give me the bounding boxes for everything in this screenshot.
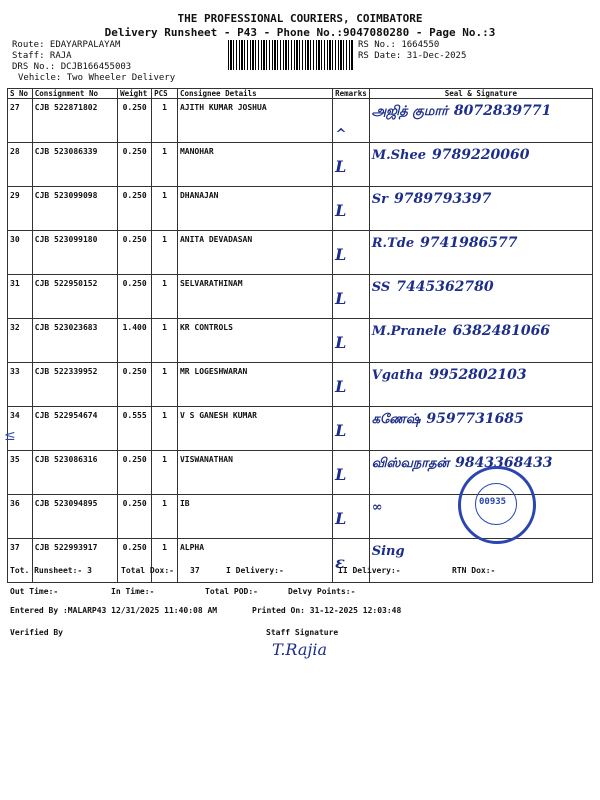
signature-phone: 9952802103 [429, 367, 527, 383]
cell-consignment: CJB 523086339 [32, 143, 117, 187]
signature-phone: 9597731685 [426, 411, 524, 427]
col-consignment: Consignment No [32, 89, 117, 99]
rs-number: RS No.: 1664550 [358, 40, 440, 50]
out-time: Out Time:- [10, 587, 59, 596]
cell-consignment: CJB 523099098 [32, 187, 117, 231]
cell-pcs: 1 [152, 143, 178, 187]
cell-consignee: MR LOGESHWARAN [177, 363, 332, 407]
cell-sno: 32 [8, 319, 33, 363]
remark-mark: L [335, 201, 347, 220]
cell-sno: 31 [8, 275, 33, 319]
cell-consignee: MANOHAR [177, 143, 332, 187]
cell-pcs: 1 [152, 99, 178, 143]
cell-remarks [333, 99, 370, 143]
signature-handwriting: SS [371, 280, 391, 295]
cell-pcs: 1 [152, 275, 178, 319]
cell-weight: 0.250 [118, 495, 152, 539]
table-row [8, 539, 593, 583]
cell-weight: 0.250 [118, 275, 152, 319]
cell-signature [369, 187, 592, 231]
table-row [8, 187, 593, 231]
cell-remarks [333, 407, 370, 451]
cell-consignment: CJB 523023683 [32, 319, 117, 363]
signature-handwriting: ∞ [371, 500, 383, 515]
signature-handwriting: Sing [371, 544, 405, 559]
staff-signature-label: Staff Signature [266, 628, 339, 637]
cell-weight: 0.250 [118, 451, 152, 495]
cell-remarks [333, 275, 370, 319]
cell-weight: 0.250 [118, 363, 152, 407]
cell-sno: 33 [8, 363, 33, 407]
seal-stamp [458, 466, 536, 544]
printed-on: Printed On: 31-12-2025 12:03:48 [252, 606, 402, 615]
rs-date: RS Date: 31-Dec-2025 [358, 51, 467, 61]
cell-consignment: CJB 523094895 [32, 495, 117, 539]
cell-consignment: CJB 522871802 [32, 99, 117, 143]
cell-pcs: 1 [152, 451, 178, 495]
cell-signature [369, 99, 592, 143]
table-row [8, 275, 593, 319]
cell-weight: 0.250 [118, 143, 152, 187]
cell-remarks [333, 539, 370, 583]
cell-consignee: ALPHA [177, 539, 332, 583]
cell-signature [369, 407, 592, 451]
cell-remarks [333, 451, 370, 495]
delvy-points: Delvy Points:- [288, 587, 356, 596]
cell-remarks [333, 231, 370, 275]
remark-mark: L [335, 333, 347, 352]
remark-mark: ε [335, 553, 345, 572]
signature-handwriting: கணேஷ் [371, 412, 421, 427]
cell-sno: 28 [8, 143, 33, 187]
table-row [8, 407, 593, 451]
cell-pcs: 1 [152, 539, 178, 583]
signature-handwriting: விஸ்வநாதன் [371, 456, 450, 471]
in-time: In Time:- [111, 587, 155, 596]
cell-sno: 34 [8, 407, 33, 451]
company-name: THE PROFESSIONAL COURIERS, COIMBATORE [177, 12, 423, 25]
rtn-dox: RTN Dox:- [452, 566, 496, 575]
remark-mark: L [335, 421, 347, 440]
cell-sno: 30 [8, 231, 33, 275]
cell-weight: 0.250 [118, 187, 152, 231]
entered-by: Entered By :MALARP43 12/31/2025 11:40:08 AM [10, 606, 218, 615]
table-row [8, 143, 593, 187]
col-remarks: Remarks [333, 89, 370, 99]
cell-sno: 35 [8, 451, 33, 495]
signature-handwriting: M.Shee [371, 148, 427, 163]
signature-phone: 9789220060 [432, 147, 530, 163]
drs-number: DRS No.: DCJB166455003 [12, 62, 132, 72]
cell-signature [369, 539, 592, 583]
cell-consignee: KR CONTROLS [177, 319, 332, 363]
cell-weight: 0.250 [118, 99, 152, 143]
remark-mark: L [335, 509, 347, 528]
total-pod: Total POD:- [205, 587, 258, 596]
total-dox-label: Total Dox:- [121, 566, 174, 575]
cell-consignment: CJB 522950152 [32, 275, 117, 319]
cell-consignee: SELVARATHINAM [177, 275, 332, 319]
cell-pcs: 1 [152, 495, 178, 539]
signature-phone: 6382481066 [452, 323, 551, 339]
table-header-row [8, 89, 593, 99]
cell-consignee: IB [177, 495, 332, 539]
remark-mark: ‸ [335, 113, 347, 132]
signature-handwriting: அஜித் குமார் [371, 104, 448, 119]
cell-consignment: CJB 522993917 [32, 539, 117, 583]
signature-handwriting: Vgatha [371, 368, 424, 383]
staff: Staff: RAJA [12, 51, 72, 61]
remark-mark: L [335, 377, 347, 396]
cell-signature [369, 143, 592, 187]
cell-sno: 37 [8, 539, 33, 583]
stamp-number: 00935 [479, 497, 507, 507]
remark-mark: L [335, 157, 347, 176]
cell-sno: 27 [8, 99, 33, 143]
col-pcs: PCS [152, 89, 178, 99]
cell-sno: 36 [8, 495, 33, 539]
i-delivery: I Delivery:- [226, 566, 284, 575]
col-consignee: Consignee Details [177, 89, 332, 99]
tot-runsheet: Tot. Runsheet:- 3 [10, 566, 92, 575]
cell-pcs: 1 [152, 407, 178, 451]
cell-weight: 0.250 [118, 539, 152, 583]
ii-delivery: II Delivery:- [338, 566, 401, 575]
cell-consignment: CJB 523099180 [32, 231, 117, 275]
cell-consignee: DHANAJAN [177, 187, 332, 231]
cell-weight: 0.555 [118, 407, 152, 451]
cell-remarks [333, 319, 370, 363]
cell-consignment: CJB 522954674 [32, 407, 117, 451]
cell-signature [369, 363, 592, 407]
cell-pcs: 1 [152, 319, 178, 363]
cell-signature [369, 231, 592, 275]
cell-consignee: V S GANESH KUMAR [177, 407, 332, 451]
remark-mark: L [335, 245, 347, 264]
col-sno: S No [8, 89, 33, 99]
cell-consignment: CJB 522339952 [32, 363, 117, 407]
verified-by: Verified By [10, 628, 63, 637]
col-seal-signature: Seal & Signature [369, 89, 592, 99]
signature-phone: 9789793397 [393, 191, 492, 207]
table-row [8, 319, 593, 363]
signature-phone: 9843368433 [455, 455, 553, 471]
total-dox-value: 37 [190, 566, 200, 575]
cell-pcs: 1 [152, 363, 178, 407]
route: Route: EDAYARPALAYAM [12, 40, 121, 50]
table-row [8, 99, 593, 143]
remark-mark: L [335, 465, 347, 484]
table-row [8, 231, 593, 275]
cell-remarks [333, 363, 370, 407]
staff-signature-mark: T.Rajia [272, 640, 327, 659]
cell-remarks [333, 187, 370, 231]
signature-phone: 7445362780 [396, 279, 494, 295]
signature-handwriting: Sr [371, 192, 388, 207]
signature-phone: 8072839771 [453, 103, 552, 119]
cell-remarks [333, 495, 370, 539]
margin-mark: ≤ [4, 428, 16, 444]
runsheet-title: Delivery Runsheet - P43 - Phone No.:9047080280 - Page No.:3 [104, 26, 496, 39]
cell-consignee: ANITA DEVADASAN [177, 231, 332, 275]
signature-phone: 9741986577 [420, 235, 518, 251]
cell-consignment: CJB 523086316 [32, 451, 117, 495]
barcode [228, 40, 354, 70]
signature-handwriting: M.Pranele [371, 324, 447, 339]
cell-signature [369, 319, 592, 363]
cell-consignee: AJITH KUMAR JOSHUA [177, 99, 332, 143]
cell-consignee: VISWANATHAN [177, 451, 332, 495]
cell-sno: 29 [8, 187, 33, 231]
cell-pcs: 1 [152, 231, 178, 275]
cell-weight: 1.400 [118, 319, 152, 363]
cell-remarks [333, 143, 370, 187]
signature-handwriting: R.Tde [371, 236, 415, 251]
col-weight: Weight [118, 89, 152, 99]
remark-mark: L [335, 289, 347, 308]
cell-weight: 0.250 [118, 231, 152, 275]
vehicle: Vehicle: Two Wheeler Delivery [18, 73, 176, 83]
table-row [8, 363, 593, 407]
cell-pcs: 1 [152, 187, 178, 231]
cell-signature [369, 275, 592, 319]
